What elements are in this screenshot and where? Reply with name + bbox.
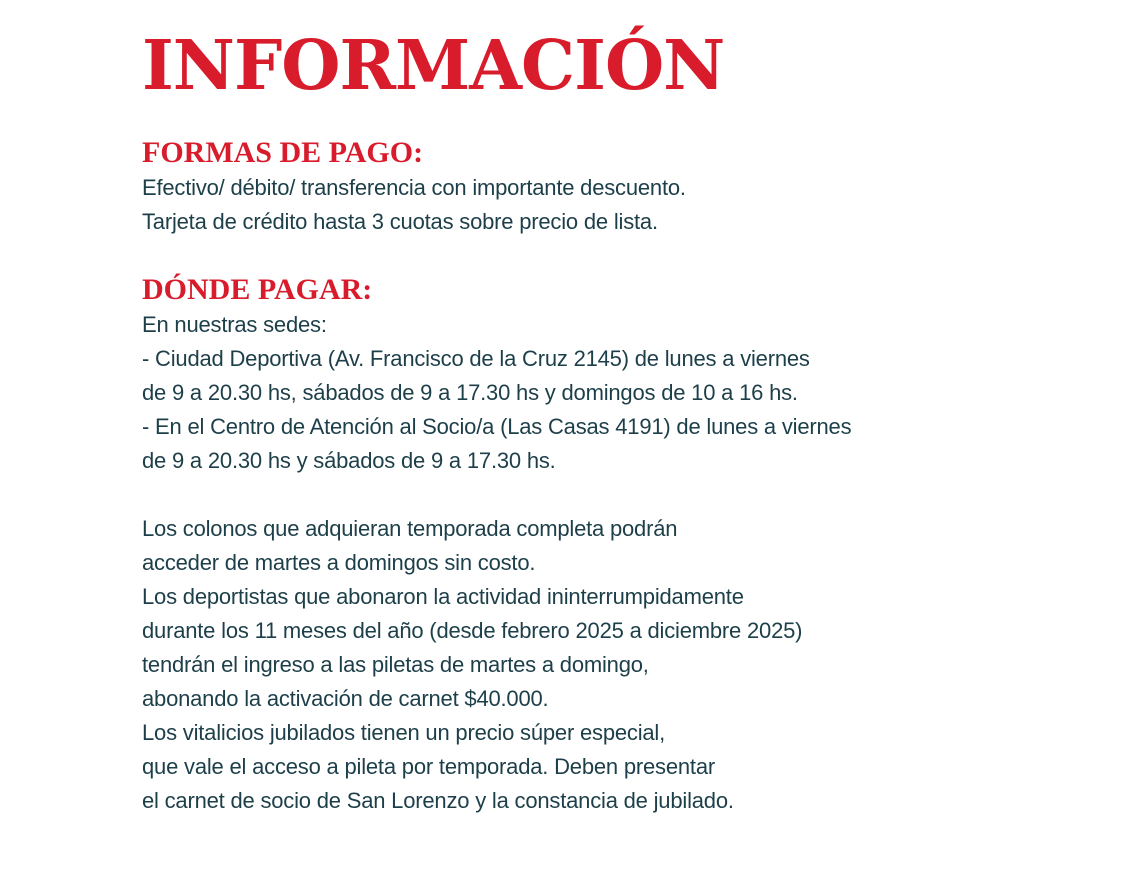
information-page xyxy=(142,28,1102,818)
notes-line: acceder de martes a domingos sin costo. xyxy=(142,550,536,576)
notes-text xyxy=(142,512,1102,818)
notes-line: Los deportistas que abonaron la actividad ininterrumpidamente xyxy=(142,584,744,610)
notes-line: el carnet de socio de San Lorenzo y la constancia de jubilado. xyxy=(142,788,734,814)
payment-line-credit: Tarjeta de crédito hasta 3 cuotas sobre precio de lista. xyxy=(142,209,658,235)
where-line-intro: En nuestras sedes: xyxy=(142,312,327,338)
where-line-ciudad-deportiva-hours: de 9 a 20.30 hs, sábados de 9 a 17.30 hs y domingos de 10 a 16 hs. xyxy=(142,380,798,406)
notes-line: Los colonos que adquieran temporada completa podrán xyxy=(142,516,678,542)
payment-methods-text xyxy=(142,171,1102,239)
where-line-centro-atencion: - En el Centro de Atención al Socio/a (Las Casas 4191) de lunes a viernes xyxy=(142,414,852,440)
payment-methods-heading: FORMAS DE PAGO: xyxy=(142,136,424,170)
payment-line-cash: Efectivo/ débito/ transferencia con importante descuento. xyxy=(142,175,686,201)
notes-line: Los vitalicios jubilados tienen un precio súper especial, xyxy=(142,720,666,746)
notes-line: tendrán el ingreso a las piletas de martes a domingo, xyxy=(142,652,649,678)
where-line-ciudad-deportiva: - Ciudad Deportiva (Av. Francisco de la Cruz 2145) de lunes a viernes xyxy=(142,346,810,372)
notes-line: que vale el acceso a pileta por temporada. Deben presentar xyxy=(142,754,715,780)
where-to-pay-text xyxy=(142,308,1102,478)
where-to-pay-heading: DÓNDE PAGAR: xyxy=(142,273,373,307)
where-line-centro-atencion-hours: de 9 a 20.30 hs y sábados de 9 a 17.30 hs. xyxy=(142,448,556,474)
notes-line: durante los 11 meses del año (desde febrero 2025 a diciembre 2025) xyxy=(142,618,803,644)
notes-line: abonando la activación de carnet $40.000. xyxy=(142,686,549,712)
page-title: INFORMACIÓN xyxy=(142,26,725,106)
